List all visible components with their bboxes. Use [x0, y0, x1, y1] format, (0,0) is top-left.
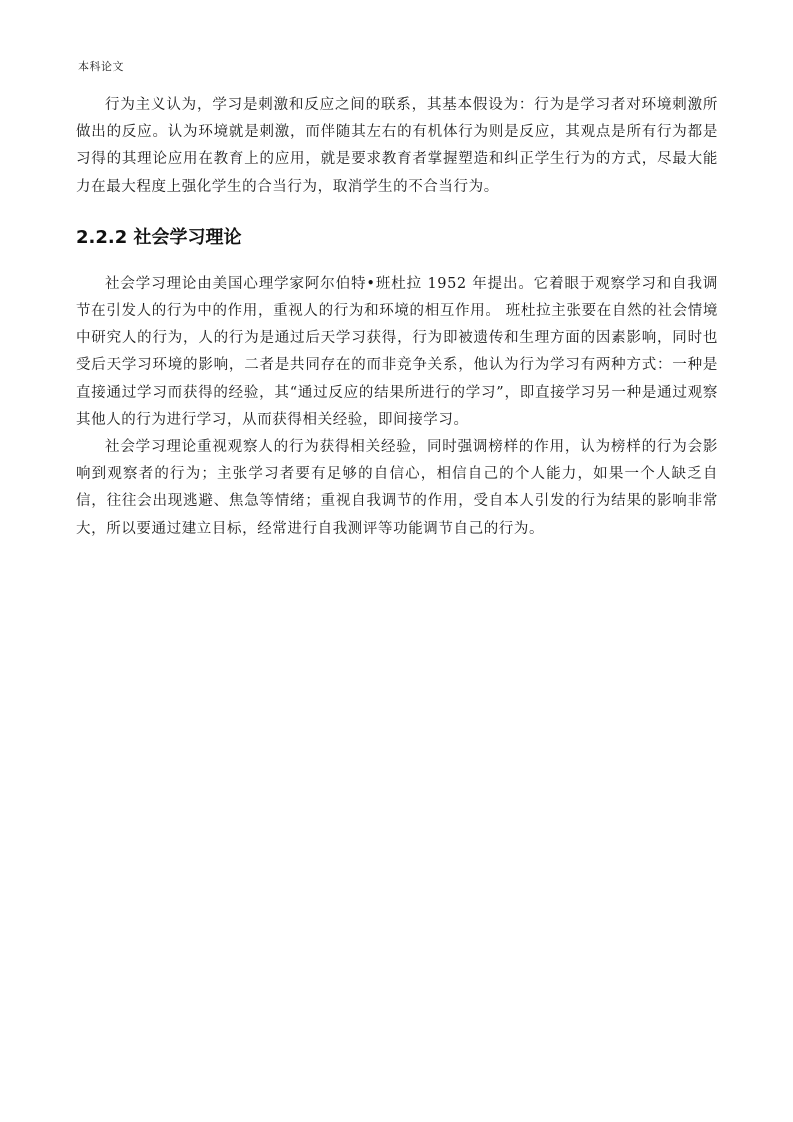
- document-body: [76, 92, 718, 543]
- intro-paragraph: 行为主义认为，学习是刺激和反应之间的联系，其基本假设为：行为是学习者对环境刺激所做出的反应。认为环境就是刺激，而伴随其左右的有机体行为则是反应，其观点是所有行为都是习得的其理论应用在教育上的应用，就是要求教育者掌握塑造和纠正学生行为的方式，尽最大能力在最大程度上强化学生的合当行为，取消学生的不合当行为。: [76, 97, 718, 195]
- section-paragraph-2: 社会学习理论重视观察人的行为获得相关经验，同时强调榜样的作用，认为榜样的行为会影响到观察者的行为；主张学习者要有足够的自信心，相信自己的个人能力，如果一个人缺乏自信，往往会出现逃避、焦急等情绪；重视自我调节的作用，受自本人引发的行为结果的影响非常大，所以要通过建立目标，经常进行自我测评等功能调节自己的行为。: [76, 439, 718, 537]
- running-header: 本科论文: [78, 60, 124, 73]
- section-heading: 2.2.2 社会学习理论: [76, 226, 242, 248]
- section-paragraph-1: 社会学习理论由美国心理学家阿尔伯特•班杜拉 1952 年提出。它着眼于观察学习和自我调节在引发人的行为中的作用，重视人的行为和环境的相互作用。 班杜拉主张要在自然的社会情境中研究人的行为，人的行为是通过后天学习获得，行为即被遗传和生理方面的因素影响，同时也受后天学习环境的影响，二者是共同存在的而非竞争关系，他认为行为学习有两种方式：一种是直接通过学习而获得的经验，其“通过反应的结果所进行的学习”，即直接学习另一种是通过观察其他人的行为进行学习，从而获得相关经验，即间接学习。: [76, 275, 718, 428]
